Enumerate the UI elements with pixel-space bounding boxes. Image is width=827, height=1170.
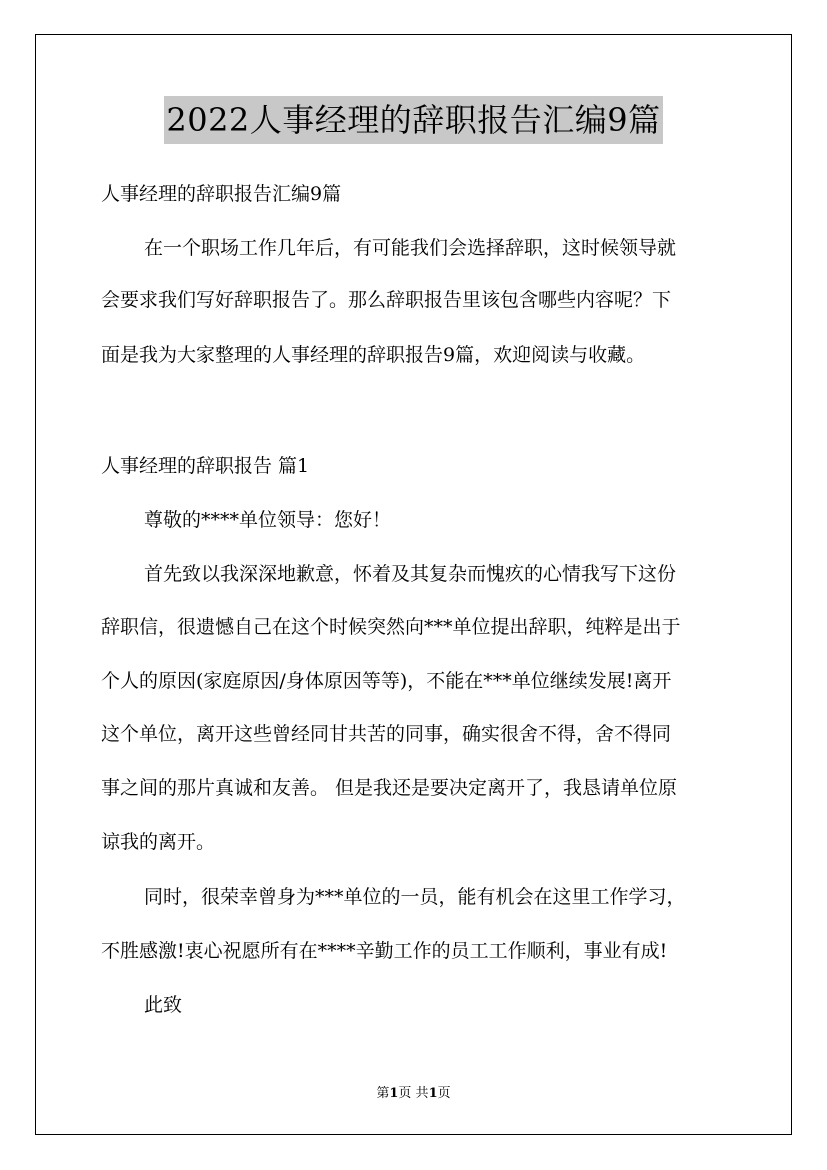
closing: 此致	[144, 994, 183, 1016]
document-title: 2022人事经理的辞职报告汇编9篇	[164, 96, 662, 144]
title-container	[0, 96, 827, 144]
body-para1-line-4: 这个单位，离开这些曾经同甘共苦的同事，确实很舍不得，舍不得同	[101, 723, 672, 745]
footer-suffix: 页	[437, 1086, 451, 1101]
body-para1-line-3: 个人的原因(家庭原因/身体原因等等)，不能在***单位继续发展!离开	[101, 670, 672, 692]
intro-line-3: 面是我为大家整理的人事经理的辞职报告9篇，欢迎阅读与收藏。	[101, 344, 646, 366]
body-para1-line-2: 辞职信，很遗憾自己在这个时候突然向***单位提出辞职，纯粹是出于	[101, 616, 681, 638]
section-heading: 人事经理的辞职报告 篇1	[101, 455, 310, 477]
greeting: 尊敬的****单位领导：您好！	[144, 509, 392, 531]
page-footer	[0, 1082, 827, 1101]
body-para1-line-1: 首先致以我深深地歉意，怀着及其复杂而愧疚的心情我写下这份	[144, 563, 677, 585]
footer-prefix: 第	[376, 1086, 390, 1101]
body-para1-line-5: 事之间的那片真诚和友善。 但是我还是要决定离开了，我恳请单位原	[101, 777, 678, 799]
intro-line-2: 会要求我们写好辞职报告了。那么辞职报告里该包含哪些内容呢？下	[101, 289, 672, 311]
intro-line-1: 在一个职场工作几年后，有可能我们会选择辞职，这时候领导就	[144, 237, 677, 259]
subtitle: 人事经理的辞职报告汇编9篇	[101, 183, 342, 205]
body-para1-line-6: 谅我的离开。	[101, 831, 216, 853]
footer-mid: 页 共	[398, 1086, 429, 1101]
footer-page-number: 1	[389, 1086, 399, 1101]
footer-total-pages: 1	[428, 1086, 438, 1101]
body-para2-line-2: 不胜感激!衷心祝愿所有在****辛勤工作的员工工作顺利，事业有成!	[101, 940, 668, 962]
body-para2-line-1: 同时，很荣幸曾身为***单位的一员，能有机会在这里工作学习，	[144, 886, 686, 908]
